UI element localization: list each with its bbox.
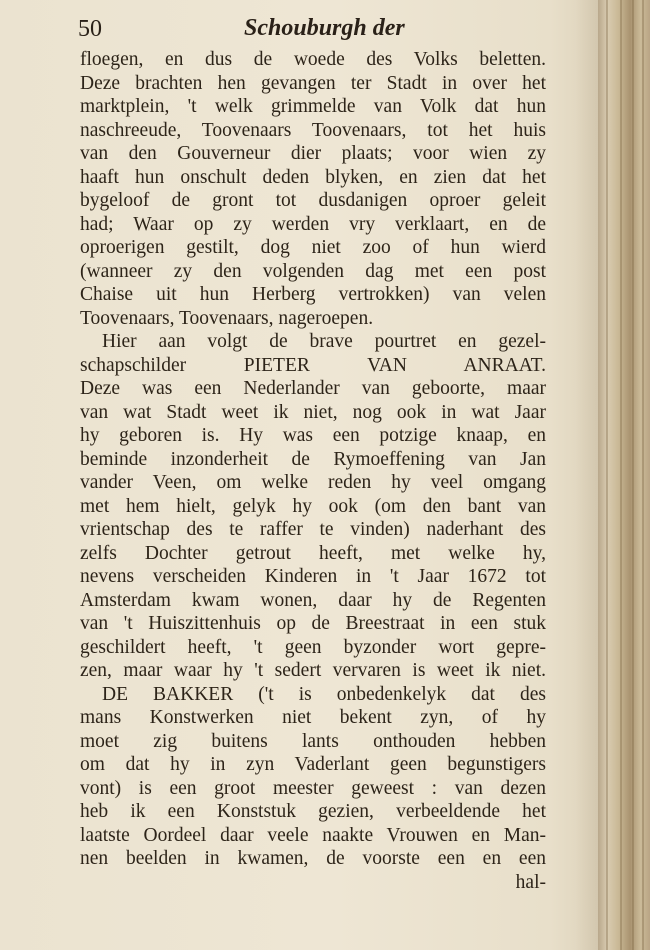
text-line: marktplein, 't welk grimmelde van Volk dat hun [80, 96, 546, 117]
text-line: schapschilder PIETER VAN ANRAAT. [80, 354, 546, 376]
text-line: (wanneer zy den volgenden dag met een post [80, 260, 546, 282]
text-line: zelfs Dochter getrout heeft, met welke hy, [80, 542, 546, 564]
text-line: floegen, en dus de woede des Volks beletten. [80, 49, 546, 70]
text-line: van 't Huiszittenhuis op de Breestraat in een stuk [80, 613, 546, 634]
text-line: van wat Stadt weet ik niet, nog ook in wat Jaar [80, 401, 546, 423]
page-fold-shadow [575, 0, 598, 950]
text-line: Toovenaars, Toovenaars, nageroepen. [80, 307, 374, 329]
text-line: moet zig buitens lants onthouden hebben [80, 730, 546, 752]
text-line: DE BAKKER ('t is onbedenkelyk dat des [102, 683, 546, 705]
text-line: laatste Oordeel daar veele naakte Vrouwen en Man- [80, 824, 546, 846]
text-line: Deze was een Nederlander van geboorte, maar [80, 378, 546, 399]
page-edge-streak [642, 0, 644, 950]
text-line: met hem hielt, gelyk hy ook (om den bant van [80, 495, 546, 517]
text-line: heb ik een Konststuk gezien, verbeeldende het [80, 801, 546, 822]
text-line: Chaise uit hun Herberg vertrokken) van velen [80, 284, 546, 305]
running-title: Schouburgh der [244, 15, 405, 41]
text-line: nevens verscheiden Kinderen in 't Jaar 1672 tot [80, 566, 546, 587]
text-line: haaft hun onschult deden blyken, en zien dat het [80, 166, 546, 188]
text-line: hy geboren is. Hy was een potzige knaap, en [80, 425, 546, 446]
book-page-edge [598, 0, 650, 950]
page-edge-streak [632, 0, 634, 950]
text-line: beminde inzonderheit de Rymoeffening van Jan [80, 448, 546, 470]
text-line: om dat hy in zyn Vaderlant geen begunstigers [80, 754, 546, 775]
catchword: hal- [515, 871, 546, 893]
text-line: oproerigen gestilt, dog niet zoo of hun wierd [80, 237, 546, 258]
text-line: zen, maar waar hy 't sedert vervaren is weet ik niet. [80, 660, 546, 681]
text-line: vont) is een groot meester geweest : van dezen [80, 777, 546, 799]
text-line: Hier aan volgt de brave pourtret en gezel- [102, 331, 546, 352]
text-line: vrientschap des te raffer te vinden) naderhant des [80, 519, 546, 540]
text-line: nen beelden in kwamen, de voorste een en een [80, 848, 546, 869]
text-line: van den Gouverneur dier plaats; voor wien zy [80, 143, 546, 164]
page-header [78, 12, 548, 48]
text-line: bygeloof de gront tot dusdanigen oproer geleit [80, 190, 546, 211]
text-line: vander Veen, om welke reden hy veel omgang [80, 472, 546, 493]
text-line: Deze brachten hen gevangen ter Stadt in over het [80, 72, 546, 94]
text-line: naschreeude, Toovenaars Toovenaars, tot het huis [80, 119, 546, 141]
text-line: geschildert heeft, 't geen byzonder wort gepre- [80, 636, 546, 658]
page-edge-streak [620, 0, 622, 950]
text-line: Amsterdam kwam wonen, daar hy de Regenten [80, 589, 546, 611]
text-line: had; Waar op zy werden vry verklaart, en de [80, 213, 546, 235]
page-number: 50 [78, 16, 102, 42]
body-text [80, 48, 546, 894]
text-line: mans Konstwerken niet bekent zyn, of hy [80, 707, 546, 728]
page-edge-streak [606, 0, 608, 950]
